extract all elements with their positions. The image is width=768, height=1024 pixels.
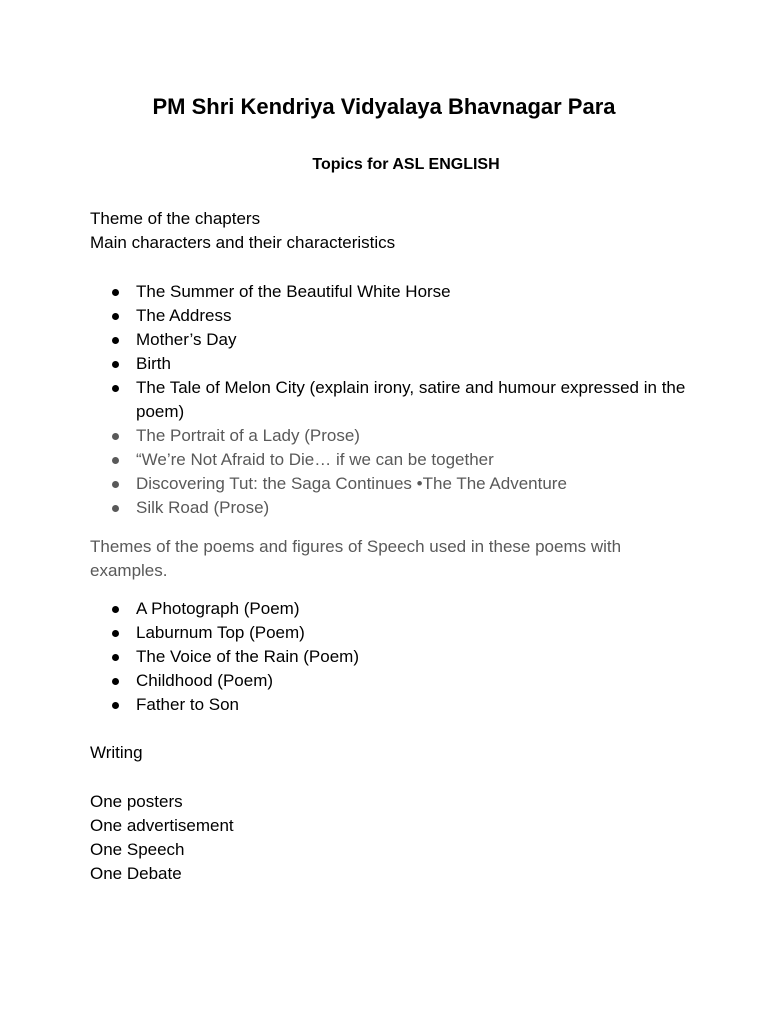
intro-block [90, 207, 690, 255]
writing-item: One Debate [90, 864, 182, 883]
bullet-icon [112, 337, 119, 344]
list-item-text: Birth [136, 354, 171, 373]
list-item [90, 597, 690, 621]
intro-line: Theme of the chapters [90, 209, 261, 228]
list-item-text: Father to Son [136, 695, 240, 714]
list-item-text: The Address [136, 306, 232, 325]
bullet-icon [112, 505, 119, 512]
bullet-icon [112, 630, 119, 637]
bullet-icon [112, 433, 119, 440]
writing-heading: Writing [90, 743, 143, 762]
bullet-icon [112, 361, 119, 368]
list-item [90, 424, 690, 448]
list-item-text: Mother’s Day [136, 330, 237, 349]
list-item [90, 328, 690, 352]
list-item [90, 304, 690, 328]
bullet-icon [112, 481, 119, 488]
list-item [90, 352, 690, 376]
writing-item: One posters [90, 792, 183, 811]
list-item [90, 376, 690, 424]
list-item [90, 496, 690, 520]
list-item-text: A Photograph (Poem) [136, 599, 300, 618]
writing-item: One Speech [90, 840, 185, 859]
list-item [90, 472, 690, 496]
list-item [90, 645, 690, 669]
list-item-text: Silk Road (Prose) [136, 498, 270, 517]
list-item [90, 280, 690, 304]
bullet-icon [112, 313, 119, 320]
writing-item: One advertisement [90, 816, 234, 835]
list-item-text: Laburnum Top (Poem) [136, 623, 305, 642]
poems-intro-text: Themes of the poems and figures of Speech used in these poems with examples. [90, 537, 622, 580]
list-item [90, 669, 690, 693]
list-item [90, 621, 690, 645]
prose-list [90, 280, 690, 520]
bullet-icon [112, 654, 119, 661]
writing-list [90, 790, 690, 886]
document-subtitle: Topics for ASL ENGLISH [312, 156, 500, 173]
list-item [90, 693, 690, 717]
bullet-icon [112, 606, 119, 613]
list-item-text: The Tale of Melon City (explain irony, satire and humour expressed in the poem) [136, 378, 686, 421]
list-item-text: The Portrait of a Lady (Prose) [136, 426, 360, 445]
poems-intro [90, 535, 690, 583]
bullet-icon [112, 385, 119, 392]
writing-heading-block [90, 741, 690, 765]
bullet-icon [112, 457, 119, 464]
bullet-icon [112, 678, 119, 685]
list-item-text: The Summer of the Beautiful White Horse [136, 282, 451, 301]
intro-line: Main characters and their characteristics [90, 233, 396, 252]
list-item [90, 448, 690, 472]
list-item-text: Discovering Tut: the Saga Continues •The The Adventure [136, 474, 567, 493]
list-item-text: The Voice of the Rain (Poem) [136, 647, 360, 666]
list-item-text: Childhood (Poem) [136, 671, 274, 690]
document-title: PM Shri Kendriya Vidyalaya Bhavnagar Para [152, 94, 616, 119]
bullet-icon [112, 702, 119, 709]
bullet-icon [112, 289, 119, 296]
list-item-text: “We’re Not Afraid to Die… if we can be together [136, 450, 494, 469]
poems-list [90, 597, 690, 717]
